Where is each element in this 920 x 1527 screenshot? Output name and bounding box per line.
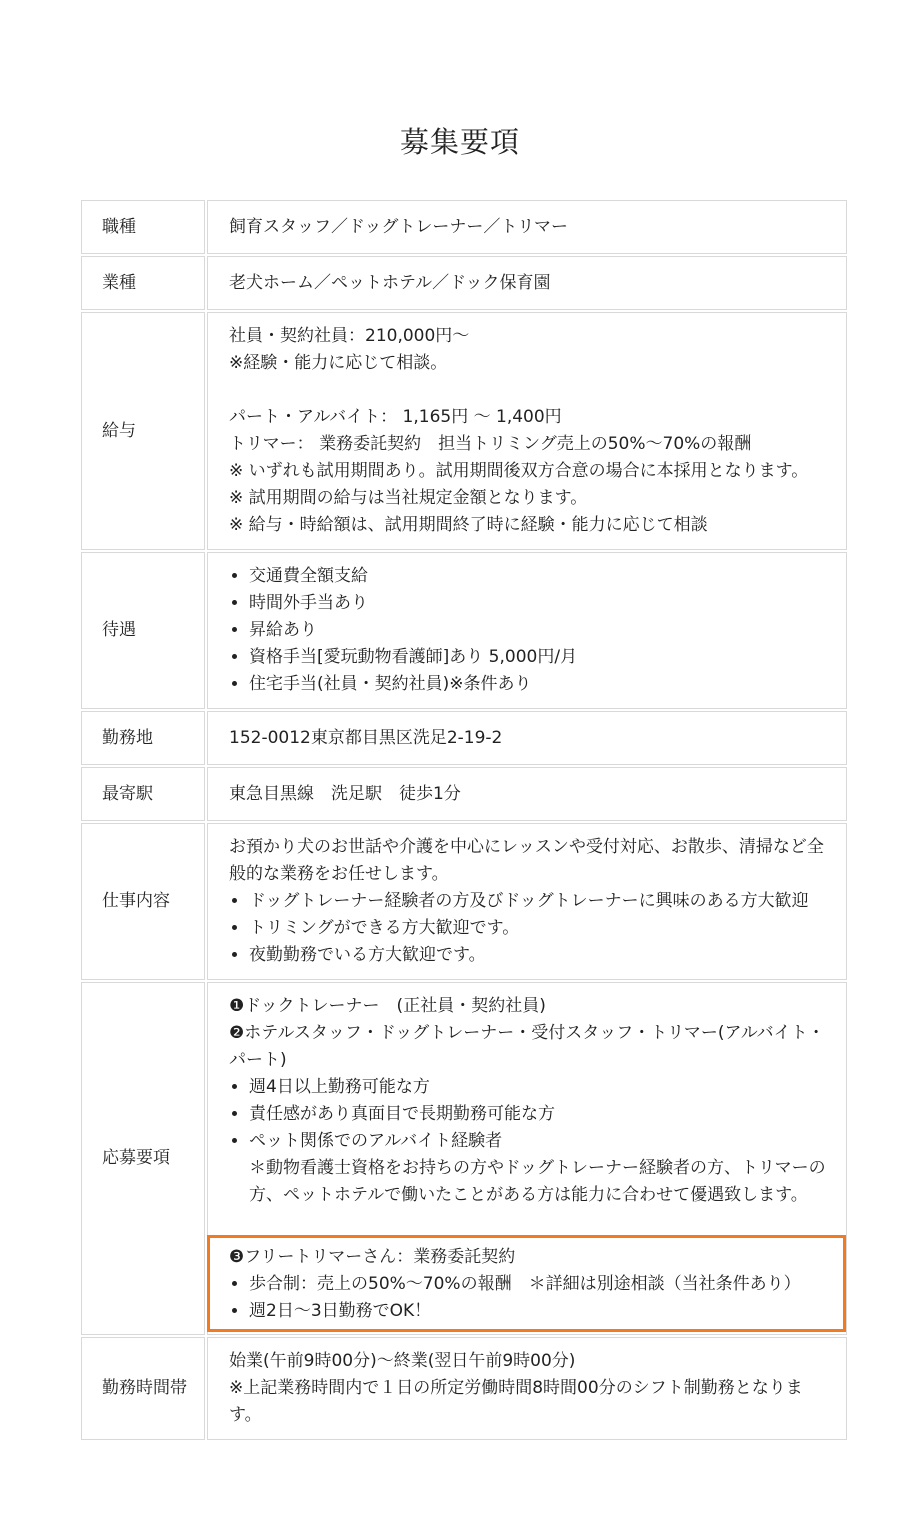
row-station [81,767,847,821]
row-job [81,200,847,254]
list-item: • 昇給あり [249,617,832,644]
value-location: 152-0012東京都目黒区洗足2-19-2 [207,711,847,765]
row-requirements [81,982,847,1335]
list-item: • 週4日以上勤務可能な方 [249,1074,832,1101]
salary-line: ※ 給与・時給額は、試用期間終了時に経験・能力に応じて相談 [229,515,708,535]
spacer [229,1209,832,1235]
list-item: • 住宅手当(社員・契約社員)※条件あり [249,671,832,698]
salary-line-blank [229,377,832,404]
salary-line: 社員・契約社員：210,000円～ [229,326,470,346]
row-industry [81,256,847,310]
salary-line: ※ いずれも試用期間あり。試用期間後双方合意の場合に本採用となります。 [229,461,809,481]
row-duties [81,823,847,980]
label-requirements: 応募要項 [81,982,205,1335]
duties-intro: お預かり犬のお世話や介護を中心にレッスンや受付対応、お散歩、清掃など全般的な業務をお任せします。 [229,837,824,884]
list-item: • 交通費全額支給 [249,563,832,590]
row-benefits [81,552,847,709]
list-item: • 週2日～3日勤務でOK！ [249,1298,832,1325]
list-item: • トリミングができる方大歓迎です。 [249,915,832,942]
salary-line: パート・アルバイト： 1,165円 ～ 1,400円 [229,407,562,427]
value-requirements [207,982,847,1335]
value-station: 東急目黒線 洗足駅 徒歩1分 [207,767,847,821]
label-job: 職種 [81,200,205,254]
requirements-list [229,1074,832,1155]
duties-list [229,888,832,969]
salary-line: トリマー： 業務委託契約 担当トリミング売上の50%～70%の報酬 [229,434,752,454]
label-location: 勤務地 [81,711,205,765]
highlight-list [229,1271,832,1325]
free-trimmer-highlight-box [207,1235,846,1332]
label-salary: 給与 [81,312,205,550]
requirements-line-1: ❶ドックトレーナー (正社員・契約社員) [229,996,546,1016]
requirements-line-2: ❷ホテルスタッフ・ドッグトレーナー・受付スタッフ・トリマー(アルバイト・パート) [229,1023,825,1070]
page-title: 募集要項 [399,125,520,159]
value-salary [207,312,847,550]
label-duties: 仕事内容 [81,823,205,980]
label-hours: 勤務時間帯 [81,1337,205,1440]
highlight-heading: ❸フリートリマーさん：業務委託契約 [229,1247,516,1267]
value-job: 飼育スタッフ／ドッグトレーナー／トリマー [207,200,847,254]
hours-line: ※上記業務時間内で１日の所定労働時間8時間00分のシフト制勤務となります。 [229,1378,803,1425]
benefits-list [229,563,832,698]
value-benefits [207,552,847,709]
list-item: • ドッグトレーナー経験者の方及びドッグトレーナーに興味のある方大歓迎 [249,888,832,915]
value-industry: 老犬ホーム／ペットホテル／ドック保育園 [207,256,847,310]
recruitment-table [79,198,849,1442]
hours-line: 始業(午前9時00分)～終業(翌日午前9時00分) [229,1351,576,1371]
list-item: • 夜勤勤務でいる方大歓迎です。 [249,942,832,969]
value-duties [207,823,847,980]
salary-line: ※ 試用期間の給与は当社規定金額となります。 [229,488,588,508]
value-hours [207,1337,847,1440]
list-item: • 資格手当[愛玩動物看護師]あり 5,000円/月 [249,644,832,671]
requirements-note: ＊動物看護士資格をお持ちの方やドッグトレーナー経験者の方、トリマーの方、ペットホテルで働いたことがある方は能力に合わせて優遇致します。 [249,1158,826,1205]
label-industry: 業種 [81,256,205,310]
list-item: • 責任感があり真面目で長期勤務可能な方 [249,1101,832,1128]
list-item: • 時間外手当あり [249,590,832,617]
row-location [81,711,847,765]
salary-line: ※経験・能力に応じて相談。 [229,353,448,373]
row-salary [81,312,847,550]
list-item: • 歩合制：売上の50%～70%の報酬 ＊詳細は別途相談（当社条件あり） [249,1271,832,1298]
label-station: 最寄駅 [81,767,205,821]
row-hours [81,1337,847,1440]
label-benefits: 待遇 [81,552,205,709]
list-item: • ペット関係でのアルバイト経験者 [249,1128,832,1155]
